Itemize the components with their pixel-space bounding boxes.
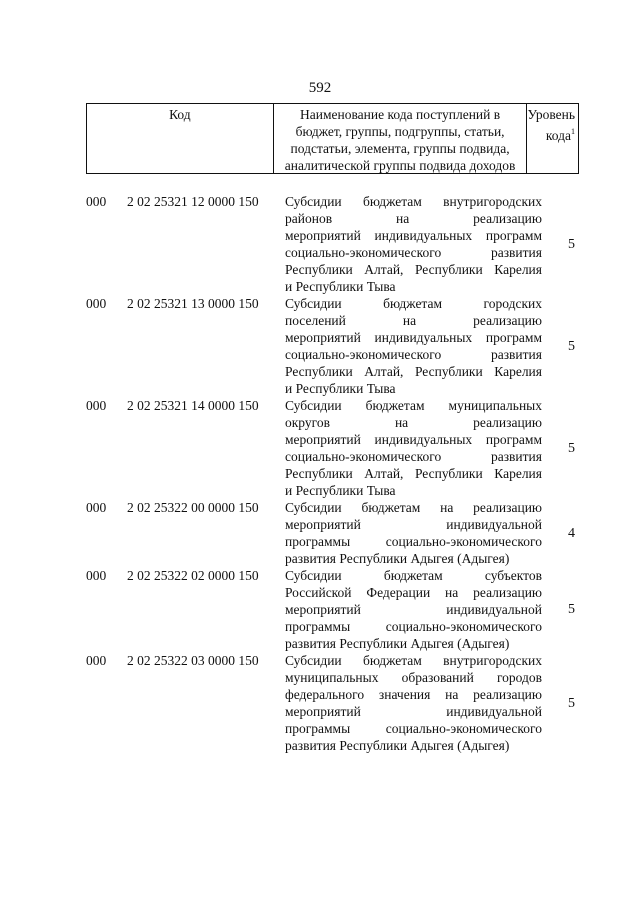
code-description (285, 567, 542, 652)
header-name-line: бюджет, группы, подгруппы, статьи, (295, 124, 505, 139)
table-row (86, 193, 579, 295)
description-line: программы социально-экономического (285, 619, 542, 634)
description-line: округов на реализацию (285, 415, 542, 430)
table-body (86, 193, 579, 754)
footnote-marker: 1 (571, 127, 575, 136)
description-line: и Республики Тыва (285, 279, 396, 294)
description-line: программы социально-экономического (285, 721, 542, 736)
description-line: Субсидии бюджетам городских (285, 296, 542, 311)
header-name-line: аналитической группы подвида доходов (284, 158, 516, 173)
code-description (285, 295, 542, 397)
description-line: мероприятий индивидуальных программ (285, 330, 542, 345)
description-line: мероприятий индивидуальной (285, 602, 542, 617)
header-name-line: Наименование кода поступлений в (300, 107, 501, 122)
table-row (86, 567, 579, 652)
code-description (285, 193, 542, 295)
page-number: 592 (308, 80, 332, 96)
description-line: Субсидии бюджетам внутригородских (285, 653, 542, 668)
description-line: развития Республики Адыгея (Адыгея) (285, 738, 510, 753)
table-row (86, 397, 579, 499)
description-line: Субсидии бюджетам внутригородских (285, 194, 542, 209)
description-line: мероприятий индивидуальных программ (285, 432, 542, 447)
code-level: 5 (568, 236, 575, 252)
description-line: социально-экономического развития (285, 347, 542, 362)
description-line: и Республики Тыва (285, 483, 396, 498)
code-level: 5 (568, 338, 575, 354)
admin-code: 000 (86, 194, 107, 209)
description-line: поселений на реализацию (285, 313, 542, 328)
description-line: Субсидии бюджетам субъектов (285, 568, 542, 583)
description-line: социально-экономического развития (285, 449, 542, 464)
description-line: Республики Алтай, Республики Карелия (285, 466, 542, 481)
income-code: 2 02 25321 14 0000 150 (127, 398, 259, 413)
admin-code: 000 (86, 568, 107, 583)
description-line: Субсидии бюджетам на реализацию (285, 500, 542, 515)
description-line: федерального значения на реализацию (285, 687, 542, 702)
header-level (527, 104, 578, 173)
header-name (274, 104, 528, 173)
description-line: мероприятий индивидуальной (285, 517, 542, 532)
income-code: 2 02 25321 13 0000 150 (127, 296, 259, 311)
header-name-line: подстатьи, элемента, группы подвида, (290, 141, 510, 156)
code-level: 4 (568, 525, 575, 541)
description-line: Российской Федерации на реализацию (285, 585, 542, 600)
description-line: муниципальных образований городов (285, 670, 542, 685)
description-line: программы социально-экономического (285, 534, 542, 549)
admin-code: 000 (86, 653, 107, 668)
income-code: 2 02 25322 03 0000 150 (127, 653, 259, 668)
admin-code: 000 (86, 296, 107, 311)
table-row (86, 499, 579, 567)
code-level: 5 (568, 440, 575, 456)
description-line: районов на реализацию (285, 211, 542, 226)
code-description (285, 397, 542, 499)
description-line: Республики Алтай, Республики Карелия (285, 262, 542, 277)
admin-code: 000 (86, 500, 107, 515)
table-row (86, 295, 579, 397)
header-code: Код (87, 104, 274, 173)
header-level-line: Уровень (527, 107, 575, 122)
description-line: социально-экономического развития (285, 245, 542, 260)
code-description (285, 652, 542, 754)
description-line: Республики Алтай, Республики Карелия (285, 364, 542, 379)
description-line: Субсидии бюджетам муниципальных (285, 398, 542, 413)
description-line: развития Республики Адыгея (Адыгея) (285, 636, 510, 651)
admin-code: 000 (86, 398, 107, 413)
table-row (86, 652, 579, 754)
income-code: 2 02 25322 02 0000 150 (127, 568, 259, 583)
header-level-line: кода$^1$ (545, 127, 575, 143)
description-line: мероприятий индивидуальной (285, 704, 542, 719)
table-header (86, 103, 579, 174)
code-level: 5 (568, 695, 575, 711)
income-code: 2 02 25321 12 0000 150 (127, 194, 259, 209)
income-code: 2 02 25322 00 0000 150 (127, 500, 259, 515)
description-line: развития Республики Адыгея (Адыгея) (285, 551, 510, 566)
description-line: мероприятий индивидуальных программ (285, 228, 542, 243)
description-line: и Республики Тыва (285, 381, 396, 396)
code-description (285, 499, 542, 567)
code-level: 5 (568, 602, 575, 617)
